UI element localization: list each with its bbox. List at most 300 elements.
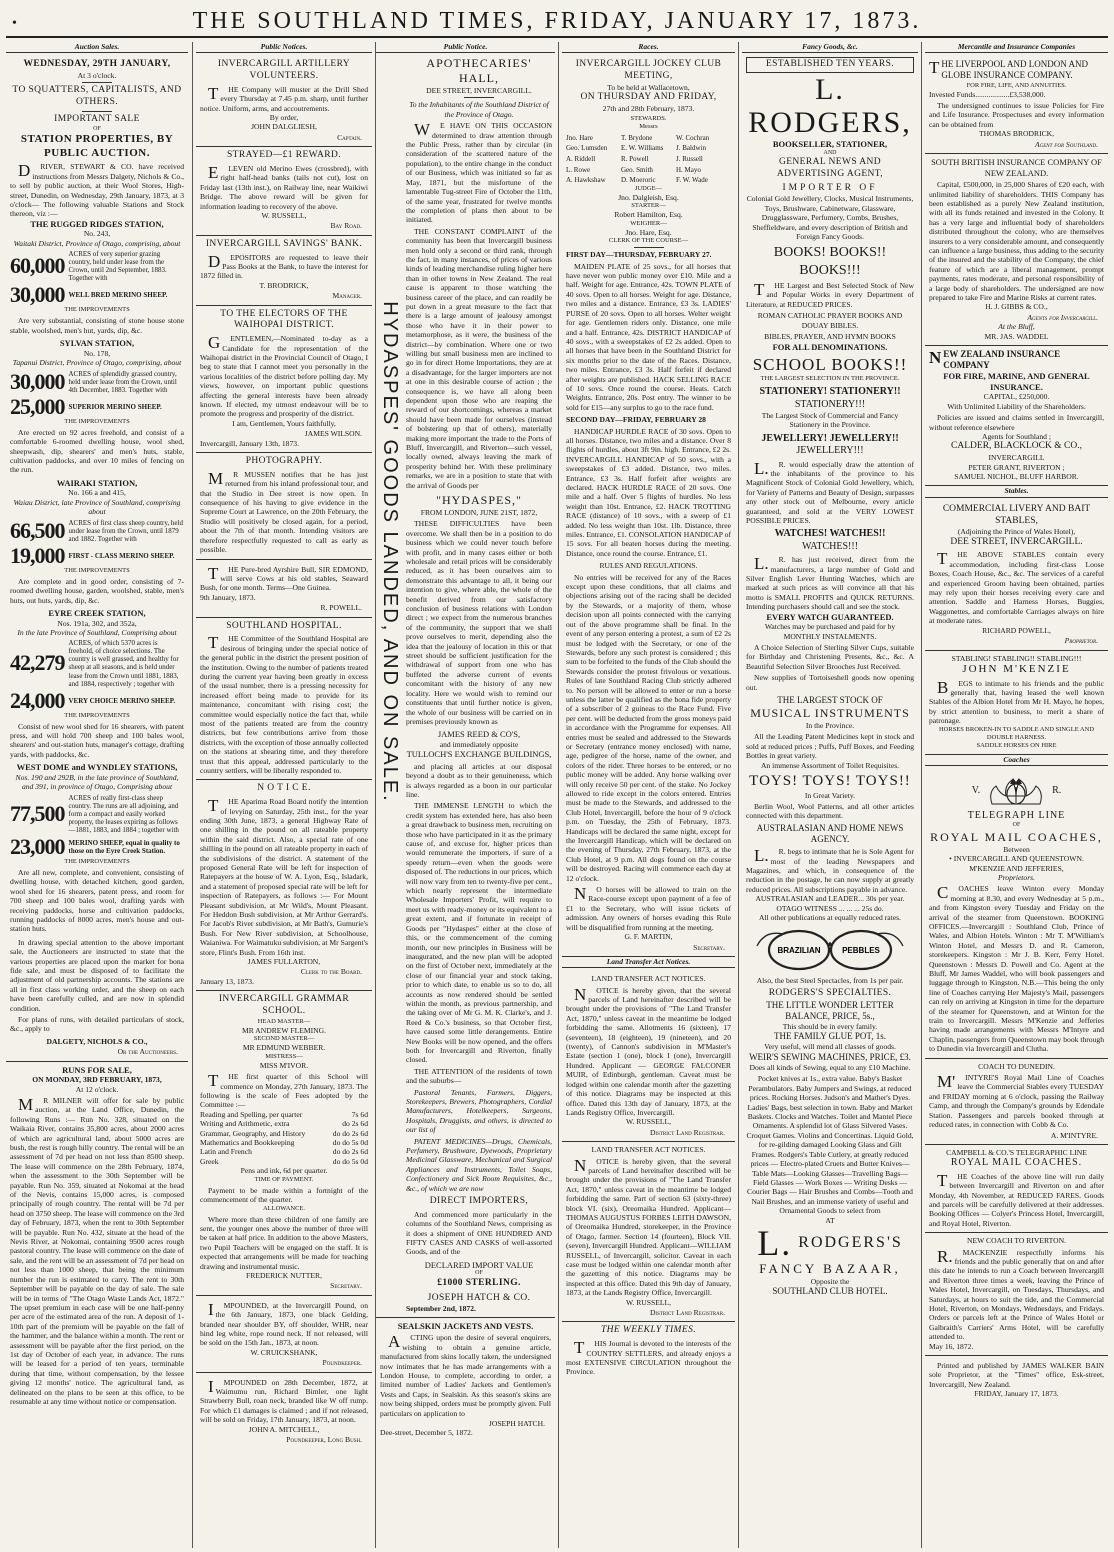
improvements-text: Are erected on 92 acres freehold, and consist of a comfortable 6-roomed dwelling house, wool shed, sheepwash, dip, shearers' and men's huts, stable, cultivation paddocks, and over 10 miles of fencing on the run. <box>10 427 184 475</box>
ad-body: THE Pure-bred Ayrshire Bull, SIR EDMOND, will serve Cows at his old stables, Seaward Bush, for one month. Terms—One Guinea. <box>200 563 368 593</box>
acreage-desc: ACRES of really first-class sheep country. The runs are all adjoining, and form a compact and easily worked property, the leases expiring as follows—1881, 1883, and 1884 ; together with <box>68 793 179 834</box>
column-header: Mercantile and Insurance Companies <box>925 42 1108 53</box>
proprietor-name: JOHN M'KENZIE <box>962 662 1071 675</box>
acreage-desc: ACRES of splendidly grassed country, held under lease from the Crown, until 4th December, 1883. Together with <box>68 369 177 394</box>
acreage-line <box>10 639 184 687</box>
import-value-of: OF <box>475 1270 483 1277</box>
ad-title: SOUTH BRITISH INSURANCE COMPANY OF NEW ZEALAND. <box>931 157 1102 178</box>
ad-paragraph: and placing all articles at our disposal beyond a doubt as to their genuineness, which is always regarded as a boon in our particular line. <box>406 761 552 800</box>
runs-sale-time: At 12 o'clock. <box>75 1084 119 1094</box>
ayrshire-bull-ad <box>196 560 372 618</box>
ad-subtitle: FOR FIRE, LIFE, AND ANNUITIES. <box>966 81 1067 89</box>
station-no: No. 178, <box>83 348 111 358</box>
fee-note: Pens and ink, 6d per quarter. <box>240 1166 328 1176</box>
letter-balance-note: This should be in every family. <box>782 1021 878 1031</box>
steward-name: D. Moeroric <box>621 176 656 185</box>
ad-signature-title: Bay Road. <box>330 221 362 231</box>
staff-label: MISTRESS— <box>265 1052 303 1060</box>
watches-heading: WATCHES! WATCHES!! <box>774 528 886 540</box>
steward-name: H. Mayo <box>676 165 701 174</box>
riverton-coach-ad <box>925 1233 1108 1356</box>
ad-body: R.MACKENZIE respectfully informs his friends and the public generally that on and after this date he intends to run a Coach between Invercargill and Riverton three times a week, leaving the Prince of Wales Hotel, Invercargill, on Tuesdays, Thursdays, and Saturdays, at hours to suit the tide, and the Commercial Hotel, Riverton, on Mondays, Wednesdays, and Fridays. Orders or parcels left at the Prince of Wales Hotel or Galbraith's Carriers' Arms Hotel, will be carefully attended to. <box>929 1246 1104 1342</box>
tortoiseshell-note: New supplies of Tortoiseshell goods now opening out. <box>746 673 914 692</box>
sale-of: OF <box>93 125 101 132</box>
sheep-desc: VERY CHOICE MERINO SHEEP. <box>68 696 176 705</box>
glue-pot-note: Very useful, will mend all classes of goods. <box>764 1042 896 1052</box>
route: • INVERCARGILL AND QUEENSTOWN. <box>949 854 1084 864</box>
newspaper-title: THE SOUTHLAND TIMES, FRIDAY, JANUARY 17, 1873. <box>192 8 922 34</box>
school-books-note: THE LARGEST SELECTION IN THE PROVINCE. <box>760 375 900 383</box>
royal-mail-coaches: ROYAL MAIL COACHES, <box>930 829 1103 844</box>
steward-name: J. Russell <box>676 154 703 163</box>
acreage-figure: 42,279 <box>10 650 65 676</box>
fee-table <box>200 1110 368 1166</box>
steward-name: R. Powell <box>621 154 649 163</box>
sheep-desc: MERINO SHEEP, equal in quality to those on the Eyre Creek Station. <box>68 838 180 855</box>
acreage-line <box>10 250 184 282</box>
sheep-line <box>10 284 184 306</box>
ad-signature-title: Clerk to the Board. <box>300 967 362 977</box>
fee-subject: Reading and Spelling, per quarter <box>200 1109 303 1119</box>
station-no: No. 166 a and 415, <box>68 488 126 498</box>
royal-emblem <box>929 774 1104 808</box>
ad-body: M'INTYRE'S Royal Mail Line of Coaches leave the Commercial Stables every TUESDAY and FRIDAY morning at 6 o'clock, passing the Railway Camp, and through the Company's grounds by Edendale Station. Passengers and parcels booked through at reduced rates, in connection with Cobb & Co. <box>929 1072 1104 1130</box>
ad-signature-title: Agent for Southland. <box>1034 139 1098 149</box>
column-header: Public Notice. <box>376 42 555 53</box>
ad-body: THE Committee of the Southland Hospital are desirous of bringing under the special notice of the general public in the district the present position of the institution. Owing to the number of patients treated during the current year having been greatly in excess of the usual number, there is a pressing necessity for increased effort being made to provide for its maintenance, concomitant with rising cost; the committee would especially notice the fact that, while most of the patients treated are from the country districts, but few contributions arrive from those districts, with the exception of those annually collected on the stations at shearing time, and they therefore trust that this appeal, addressed particularly to the country settlers, will be liberally responded to. <box>200 633 368 775</box>
electors-ad <box>196 306 372 453</box>
stewards-row <box>566 155 731 164</box>
ad-closing: I am, Gentlemen, Yours faithfully, <box>232 418 336 428</box>
news-agency-note: All other publications at equally reduced rates. <box>759 913 901 923</box>
emblem-letter-r: R. <box>1052 784 1062 796</box>
fee-amount: do do 2s 6d <box>332 1147 368 1157</box>
ad-signature-title: Poundkeeper, Long Bush. <box>286 1435 362 1445</box>
ad-body: THE Company will muster at the Drill Shed every Thursday at 7.45 p.m. sharp, until further notice. Uniform, arms, and accoutrements. <box>200 83 368 113</box>
sheep-desc: FIRST - CLASS MERINO SHEEP. <box>68 551 175 560</box>
staff-name: MR EDMUND WEBBER. <box>242 1043 326 1053</box>
column-public-notices <box>192 42 372 1548</box>
sheep-figure: 25,000 <box>10 393 65 419</box>
road-board-notice <box>196 780 372 991</box>
ad-subtitle: (Adjoining the Prince of Wales Hotel), <box>957 527 1076 537</box>
news-agency-body: L.R. begs to intimate that he is Sole Agent for most of the leading Newspapers and Magazines, and which, in consequence of the reduction in the postage, he can now supply at greatly reduced prices. All subscriptions payable in advance. <box>746 846 914 894</box>
agent-location: INVERCARGILL <box>988 453 1045 463</box>
acreage-line <box>10 370 184 394</box>
premises-location: TULLOCH'S EXCHANGE BUILDINGS, <box>406 749 552 760</box>
acreage-desc: ACRES of first class sheep country, held under lease from the Crown, until 1879 and 1882. Together with <box>68 518 183 543</box>
stationery-heading: STATIONERY! STATIONERY!! <box>759 386 901 398</box>
importer-goods: Colonial Gold Jewellery, Clocks, Musical Instruments, Toys, Brushware, Cabinetware, Glassware, Drugglassware, Perfumery, Combs, Brushes, Sheffieldware, and every description of British and Foreign Fancy Goods. <box>746 194 914 241</box>
ad-address: DEE STREET, INVERCARGILL. <box>950 536 1083 547</box>
letter-balance: THE LITTLE WONDER LETTER BALANCE, PRICE, 5s., <box>766 999 894 1021</box>
fee-subject: Writing and Arithmetic, extra <box>200 1119 290 1129</box>
invested-funds: Invested Funds..................£3,538,000. <box>929 89 1046 99</box>
ad-title: CAMPBELL & CO.'S TELEGRAPHIC LINE <box>946 1147 1087 1157</box>
ad-title: INVERCARGILL GRAMMAR SCHOOL. <box>218 994 350 1017</box>
staff-name: MR ANDREW FLEMING. <box>241 1025 327 1035</box>
ad-body: Policies are issued and claims settled in Invercargill, without reference elsewhere <box>929 413 1104 432</box>
ad-body: BEGS to intimate to his friends and the public generally that, having leased the well known Stables of the Albion Hotel from Mr H. Mayo, he hopes, by strict attention to business, to merit a share of patronage. <box>929 677 1104 726</box>
photography-ad <box>196 453 372 559</box>
improvements-text: Consist of new wool shed for 16 shearers, with patent press, and will hold 700 sheep and 100 bales wool, shearers' and out-station huts, manager's cottage, drafting yards, with paddocks, &c. <box>10 721 184 759</box>
station-location: Tapanui District, Province of Otago, comprising, about <box>12 358 182 368</box>
ad-signature: G. F. MARTIN, <box>624 932 673 942</box>
ad-paragraph: THESE DIFFICULTIES have been overcome. We shall then be in a position to do business which we could never touch before with profit, and in many cases either or both wholesale and retail prices will be considerably reduced, as it has been ourselves aim to demonstrate this advantage to all, it being our intention to give, where able, the whole of the benefit derived from our satisfactory conclusion of business relations with London direct ; we expect from the numerous branches of the community, the support that we shall prove ourselves to merit, depending also the idea that the jealousy of location in this or that street should be sufficient justification for the withdrawal of support from one who has buffeted the adverse current of events concomitant with the history of any new locality. Here we would wish to remind our constituents that until further notice is given, the whole of our business will be carried on in premises previously known as <box>406 519 552 726</box>
ad-body: ELEVEN old Merino Ewes (crossbred), with right half-head banks (tails not cut), lost on Friday last (13th inst.), on Railway line, near Waikiwi Bridge. The above reward will be given for information leading to recovery of the above. <box>200 163 368 211</box>
acreage-desc: ACRES, of which 5370 acres is freehold, of choice selections. The country is well grassed, and healthy for sheep at all seasons, and is held under lease from the Crown until 1881, 1883, and 1884, respectively ; together with <box>68 639 179 688</box>
agent-location: At the Bluff, <box>998 322 1035 332</box>
section-header: Stables. <box>925 486 1108 497</box>
ad-body: ACTING upon the desire of several enquirers, wishing to obtain a genuine article, manufactured from skins locally taken, the undersigned now intimates that he has made arrangements with a London House, to complete, according to order, a limited number of Ladies' Jackets and Gentlemen's Vests and Caps, in Sealskin. As this season's skins are now being shipped, orders must be promptly given. Full particulars on application to <box>380 1332 551 1418</box>
station-name: THE RUGGED RIDGES STATION, <box>30 218 164 229</box>
ad-date: January 13, 1873. <box>200 976 254 986</box>
news-agency-heading: AUSTRALASIAN AND HOME NEWS AGENCY. <box>756 822 904 845</box>
bazaar-title: FANCY BAZAAR, <box>759 1260 901 1276</box>
ad-signature: JAMES WILSON. <box>304 429 362 439</box>
jewellery-heading: JEWELLERY! JEWELLERY!! <box>761 432 899 444</box>
bibles-line: BIBLES, PRAYER, AND HYMN BOOKS <box>764 332 896 342</box>
ad-paragraph: THE IMMENSE LENGTH to which the credit system has extended here, has also been a great drawback to business men, recruiting on those who have participated in it as the primary cause of, and excuse for, higher prices than would remunerate the importers, if sure of a speedy return—even when the goods were disposed of. The reductions in our prices, which will now vary from ten to twenty-five per cent., which nearly represent the intermediate Wholesale Importers' Profit, will require to meet us with ready-money or its equivalent to a great extent, and if fortunate in receipt of Goods per "Hydaspes" either at the close of this, or the commencement of the coming month, our new principles in Business will be inaugurated, and the new plan will be adopted on the first of October next, immediately at the close of our financial year and stock taking, prior to which date, to enable us so to do, all accounts as now rendered should be settled within the month, as previous partnership, and the taking over of Mr G. M. K. Clarke's, and J. Reed & Co.'s business, so that October first, have caused some little derangements. Entire New Books will be now opened, and the offers both for Invercargill and Riverton, finally closed. <box>406 801 553 1065</box>
patent-medicines: All the Leading Patent Medicines kept in stock and sold at reduced prices ; Puffs, Puff Boxes, and Feeding Bottles in great variety. <box>746 732 914 761</box>
masthead <box>6 4 1108 44</box>
steward-name: L. Rowe <box>566 165 591 174</box>
liverpool-insurance-ad <box>925 56 1108 154</box>
berlin-wool: Berlin Wool, Wool Patterns, and all other articles connected with this department. <box>746 802 914 821</box>
stewards-label: STEWARDS. <box>630 115 667 123</box>
improvements-text: Are all new, complete, and convenient, consisting of dwelling house, with detached kitchen, good garden, wool shed for 16 shearers, patent press, and room for 700 sheep and 100 bales wool, drafting yards with receiving paddocks, horse and cultivation paddocks, running paddocks of 8000 acres, men's house and out-station huts. <box>10 867 184 934</box>
ad-body: THE Aparima Road Board notify the intention of levying on Saturday, 25th inst., for the year ending 30th June, 1873, a general Highway Rate of one shilling in the pound on all rateable property within the said district. Also, a special rate of one shilling in the pound on all rateable property in each of the subdivisions of the district. A statement of the proposed General Rate will be left for inspection of Ratepayers at the house of W. A. Lyon, Esq., Isladark, and a statement of proposed special rate will be left for inspection of Ratepayers, as follows :— For Mount Pleasant subdivision, at Mr Wild's, Mount Pleasant. For Heddon Bush subdivision, at Mr Arthur Gerrard's. For Jacob's River subdivision, at Mr Bath's, Gumurie's Bush. For New River subdivision, at Schoolhouse, Waianiwa. For Waimatuku subdivision, at Mr Sargent's store, Flint's Bush. From 16th inst. <box>200 796 368 957</box>
vertical-banner <box>380 102 402 1002</box>
masthead-rule <box>6 36 1108 38</box>
steward-name: Jno. Hare <box>566 133 593 142</box>
route-between: Between <box>1003 844 1030 854</box>
column-auction-sales <box>6 42 188 1548</box>
trade-and: AND <box>823 149 837 156</box>
ad-signature: RICHARD POWELL, <box>982 625 1051 635</box>
ad-signature: H. J. GIBBS & CO., <box>985 302 1048 312</box>
staff-label: SECOND MASTER— <box>253 1035 315 1043</box>
spectacles-icon <box>755 926 905 972</box>
sheep-line <box>10 833 184 859</box>
column-header: Fancy Goods, &c. <box>742 42 918 53</box>
sheep-line <box>10 542 184 568</box>
ad-title: STABLING! STABLING!! STABLING!!! <box>951 653 1082 663</box>
column-header: Races. <box>562 42 735 53</box>
steward-name: E. W. Williams <box>621 144 664 153</box>
ad-title: LAND TRANSFER ACT NOTICES. <box>591 974 706 984</box>
artillery-ad <box>196 56 372 147</box>
stewards-table <box>566 134 731 185</box>
station-name: WEST DOME and WYNDLEY STATIONS, <box>16 762 178 773</box>
ad-by-order: By order, <box>269 113 299 123</box>
steward-name: F. W. Wade <box>676 176 708 185</box>
station-location: Nos. 190 and 292B, in the late province of Southland, and 391, in province of Otago, Comprising about <box>15 772 179 792</box>
improvements-label: THE IMPROVEMENTS <box>64 306 130 314</box>
ad-signature: W. RUSSELL, <box>261 211 307 221</box>
station-location: In the late Province of Southland, Comprising about <box>17 627 177 637</box>
ad-signature-title: Agents for Invercargill. <box>1027 312 1098 322</box>
ad-title: LAND TRANSFER ACT NOTICES. <box>591 1145 706 1155</box>
ad-subtitle: FOR FIRE, MARINE, AND GENERAL INSURANCE. <box>943 371 1090 392</box>
stabling-ad <box>925 651 1108 755</box>
ad-date: May 16, 1872. <box>929 1341 974 1351</box>
sheep-figure: 30,000 <box>10 282 65 308</box>
toys-heading: TOYS! TOYS! TOYS!! <box>749 773 911 790</box>
stationery-body: The Largest Stock of Commercial and Fancy Stationery in the Province. <box>761 410 899 430</box>
royal-mail-coaches-ad <box>925 769 1108 1059</box>
ad-signature-title: Poundkeeper. <box>322 1358 362 1368</box>
agent-name: MR. JAS. WADDEL <box>984 331 1049 341</box>
ad-body: Capital, £500,000, in 25,000 Shares of £20 each, with unlimited liability of shareholders. THIS Company has been established as a purely New Zealand institution, with all its funds retained and invested in the Colony. It has a very large and influential body of shareholders distributed throughout the colony, who are themselves insurers to a very considerable amount, and consequently can influence a large business, thus adding to the security of the insured and the stability of the Company, the chief feature of which are a liberal management, prompt payments, rates moderate, and personal responsibility of a large body of shareholders. The undersigned are now prepared to take Fire and Marine Risks at current rates. <box>929 180 1104 303</box>
ad-title: SOUTHLAND HOSPITAL. <box>226 620 342 631</box>
official-label: JUDGE— <box>634 184 663 192</box>
telegraph-line: TELEGRAPH LINE <box>967 810 1066 822</box>
meeting-location: To be held at Wallacetown, <box>607 82 690 92</box>
impounded-ad-2 <box>196 1373 372 1449</box>
ad-title: STRAYED—£1 REWARD. <box>227 150 341 161</box>
rodgers-ad <box>742 56 918 1301</box>
column-header: Auction Sales. <box>6 42 188 53</box>
goods-list: Pocket knives at 1s., extra value. Baby's Basket Perambulators. Baby Jumpers and Swings, at reduced prices. Rocking Horses. Judson's and Mather's Dyes. Ladies' Bags, best selection in town. Baby and Market Baskets. Clocks and Watches. Toilet and Mantel Piece Ornaments. A splendid lot of Glass Silvered Vases. Croquet Games. Violins and Concertinas. Liquid Gold, for re-gilding damaged Looking Glass and Gilt Frames. Rodgers's Table Cutlery, at greatly reduced prices — Electro-plated Cruets and Butter Knives—Table Mats—Looking Glasses—Travelling Bags—Field Glasses — Work Boxes — Writing Desks — Courier Bags — Hair Brushes and Combs—Tooth and Nail Brushes, and an immense variety of useful and Ornamental Goods to select from <box>746 1074 914 1216</box>
steward-name: W. Cochran <box>676 133 710 142</box>
ad-body: GENTLEMEN,—Nominated to-day as a Candidate for the representation of the Waihopai district in the Provincial Council of Otago, I beg to state that I cannot meet you personally in the various localities of the district before polling day. My views, however, on important public questions affecting the general interests have been already known. If elected, my utmost endeavour will be to promote the progress and prosperity of the district. <box>200 333 368 419</box>
premises-note: and immediately opposite <box>439 739 519 749</box>
ad-title: INVERCARGILL SAVINGS' BANK. <box>205 238 363 249</box>
rules-heading: RULES AND REGULATIONS. <box>599 561 698 571</box>
stewards-row <box>566 176 731 185</box>
campbell-coaches-ad <box>925 1145 1108 1233</box>
ad-signature: W. RUSSELL, <box>625 1297 672 1307</box>
steward-name: Geo. Lumsden <box>566 144 608 153</box>
ad-body: NOTICE is hereby given, that the several parcels of Land hereinafter described will be brought under the provisions of "The Land Transfer Act, 1870," unless caveat in the meantime be lodged forbidding the same. Allotments 16 (sixteen), 17 (seventeen), 18 (eighteen), 19 (nineteen), and 20 (twenty), of Cannon's subdivision in M'Master's Estate (section 1 (one), block I (one), Invercargill Hundred. Applicant — GEORGE FALCONER MUIR, of Edinburgh, gentleman. Caveat must be lodged within one calendar month after the gazetting of this notice. Diagrams may be inspected at this office. Dated this 13th day of January, 1873, at the Lands Registry Office, Invercargill. <box>566 984 731 1117</box>
watches-instalments: Watches may be purchased and paid for by MONTHLY INSTALMENTS. <box>764 622 896 641</box>
race-day-program: MAIDEN PLATE of 25 sovs., for all horses that have never won public money over £10. Mile and a half. Weight for age. Entrance, 42s. TOWN PLATE of 40 sovs. Open to all horses. Weight for age. Distance, two miles and a distance. Entrance, £3 3s. LADIES' PURSE of 20 sovs. Open to all horses. Welter weight for age. Gentlemen riders only. Distance, one mile and a half. Entrance, 42s. DISTRICT HANDICAP of 40 sovs., with a sweepstakes of £2 2s added. Open to all horses that have been in the Southland District for six months prior to the date of the Races. Distance, two miles. Entrance, £3 3s. Half forfeit if declared after weights are published. HACK SELLING RACE of 10 sovs. Once round the course. Heats. Catch Weights. Entrance, 20s. Post entry. The winner to be sold for £15—any surplus to go to the race fund. <box>566 261 731 412</box>
ad-signature-title: Captain. <box>337 132 362 142</box>
fee-row <box>200 1110 368 1119</box>
runs-sale-date: ON MONDAY, 3RD FEBRUARY, 1873, <box>32 1075 162 1085</box>
ad-date: Invercargill, January 13th, 1873. <box>200 438 299 448</box>
station-location: Waiau District, late Province of Southland, comprising about <box>13 497 181 517</box>
ad-body: IMPOUNDED on 28th December, 1872, at Waimumu run, Richard Bimler, one light Strawberry Bull, roan neck, branded like W off rump. For which £1 damages is claimed ; and if not released, will be sold on Friday, 17th January, 1873, at noon. <box>200 1376 368 1425</box>
nz-insurance-ad <box>925 346 1108 486</box>
ad-note: SADDLE HORSES ON HIRE <box>976 741 1057 749</box>
weekly-times-ad <box>562 1322 735 1380</box>
business-name: L. RODGERS, <box>748 73 912 140</box>
fee-subject: Greek <box>200 1156 219 1166</box>
sale-time: At 3 o'clock. <box>77 71 117 81</box>
ad-signature: JOSEPH HATCH & CO. <box>427 1292 531 1303</box>
savings-bank-ad <box>196 236 372 306</box>
proprietors: M'KENZIE AND JEFFERIES, <box>969 863 1064 873</box>
masthead-dot: • <box>12 16 17 31</box>
improvements-label: THE IMPROVEMENTS <box>64 417 130 425</box>
race-day-program: HANDICAP HURDLE RACE of 30 sovs. Open to all horses. Distance, two miles and a distance. Over 8 flights of hurdles, about 3ft 9in. high. Entrance, £2 2s. INVERCARGILL HANDICAP of 50 sovs., with a sweepstakes of £3 added. Distance, two miles. Entrance, £3 3s. Half forfeit after weights are declared. HACK HURDLE RACE of 20 sovs. One mile and a half. Over 5 flights of hurdles. No less weight than 10st. Entrance, £2. HACK TROTTING RACE (distance) of 10 sovs., with a sweep of £1 added. No less weight than 10st. 1lb. Distance, three miles. Entrance, £1. CONSOLATION HANDICAP of 15 sovs. For all beaten horses during the meeting. Distance, once round the course. Entrance, £1. <box>566 426 731 558</box>
ad-signature: T. BRODRICK, <box>259 280 309 290</box>
trade-line: GENERAL NEWS AND ADVERTISING AGENT, <box>776 157 884 179</box>
fee-amount: 7s 6d <box>351 1109 368 1119</box>
sewing-machines: WEIR'S SEWING MACHINES, PRICE, £3. <box>749 1051 911 1062</box>
stewards-row <box>566 166 731 175</box>
steward-name: A. Riddell <box>566 154 596 163</box>
land-transfer-ad-2 <box>562 1142 735 1322</box>
bazaar-initial: L. <box>757 1222 793 1263</box>
apothecaries-ad <box>406 56 555 1313</box>
grammar-school-ad <box>196 991 372 1296</box>
ad-paragraph: THE ATTENTION of the residents of town and the suburbs— <box>406 1066 552 1086</box>
fee-row <box>200 1129 368 1138</box>
official-name: Jno. Hare, Esq. <box>625 227 672 237</box>
established-banner: ESTABLISHED TEN YEARS. <box>746 57 914 73</box>
agent-name: PETER GRANT, RIVERTON ; <box>968 462 1065 472</box>
section-header: Land Transfer Act Notices. <box>562 957 735 968</box>
station-name: SYLVAN STATION, <box>59 338 135 349</box>
bazaar-name: RODGERS'S <box>798 1234 903 1252</box>
ad-body: THIS Journal is devoted to the interests of the COUNTRY SETTLERS, and already enjoys a most EXTENSIVE CIRCULATION throughout the Province. <box>566 1338 731 1377</box>
ad-title: INVERCARGILL ARTILLERY VOLUNTEERS. <box>217 59 351 82</box>
acreage-figure: 30,000 <box>10 368 65 394</box>
stationery-heading-2: STATIONERY!!! <box>794 398 866 410</box>
fee-amount: do do 2s 6d <box>332 1128 368 1138</box>
royal-crest-icon <box>986 774 1046 808</box>
south-british-ad <box>925 154 1108 346</box>
ad-title: N O T I C E. <box>257 783 311 794</box>
acreage-line <box>10 794 184 834</box>
fee-subject: Latin and French <box>200 1147 252 1157</box>
sheep-desc: SUPERIOR MERINO SHEEP. <box>68 402 162 411</box>
bazaar-sign <box>746 1222 914 1263</box>
sheep-desc: WELL BRED MERINO SHEEP. <box>68 291 168 300</box>
trade-line: BOOKSELLER, STATIONER, <box>772 139 888 150</box>
ad-title: COACH TO DUNEDIN. <box>978 1061 1055 1071</box>
at-line: AT <box>825 1215 835 1225</box>
official-name: Robert Hamilton, Esq. <box>614 210 683 220</box>
vertical-banner-text: HYDASPES' GOODS LANDED, AND ON SALE. <box>379 301 401 803</box>
station-sale-ad <box>6 56 188 1061</box>
ad-body: COACHES leave Winton every Monday morning at 8.30, and every Wednesday at 5 p.m., and from Kingston every Tuesday and Friday on the arrival of the steamer from Queenstown. BOOKING OFFICES.—Invercargill : Southland Club, Prince of Wales, and Albion Hotels. Winton : Mr T. M'William's Winton Hotel, and Messrs D. and R. Cameron, storekeepers. Kingston : Mr J. B. Kerr, Ferry Hotel. Queenstown : Messrs D. Powell and Co. Agent at the Bluff, Mr James Waddel, who will book passengers and luggage through to Kingston. N.B.—This being the only line of Coaches carrying Her Majesty's Mail, passengers can rely on arriving at Kingston in time for the departure of the steamer for Queenstown, and at Winton for the train to Invercargill. Messrs M'Kenzie and Jefferies having made arrangements with Messrs M'Intyre and Chaplin, passengers from Queenstown may book through to Dunedin via Invercargill and Clutha. <box>929 883 1104 1054</box>
telegraph-of: OF <box>1012 822 1021 829</box>
column-mercantile <box>921 42 1108 1548</box>
import-value: £1000 STERLING. <box>437 1277 521 1288</box>
direct-importers: DIRECT IMPORTERS, <box>429 1196 529 1207</box>
station-location: Waitaki District, Province of Otago, comprising, about <box>13 238 181 248</box>
catholic-books: ROMAN CATHOLIC PRAYER BOOKS AND DOUAY BIBLES. <box>757 311 903 330</box>
toilet-requisites: An immense Assortment of Toilet Requisites. <box>760 760 900 770</box>
music-label: THE LARGEST STOCK OF <box>777 694 883 705</box>
fee-row <box>200 1119 368 1128</box>
station-name: EYRE CREEK STATION, <box>48 608 146 618</box>
runs-sale-body: MR MILNER will offer for sale by public auction, at the Land Office, Dunedin, the following Runs :— Run No. 328, situated on the Waikaia River, contains 35,800 acres, about 2000 acres of which are agricultural land, about 5000 acres are bush, the rest is rough hilly country. The rental will be an assessment of 7d per head on not less than 8500 sheep. The lease will commence on the 28th February, 1874, when the assessment to the 30th September will be payable. Run No. 359, situated at Nokomai at the head of the Nevis, contains 15,000 acres, is composed principally of rough country. The rental will be 7d per head on 3750 sheep. The lease will commence on the 3rd day of February, 1873, when the rent to 30th September will be payable. Run No. 432, situate at the head of the Nevis River, at Nokomai, containing 9500 acres rough pastoral country. The lease will commence on the date of sale, and the rent will be an assessment of 7d per head on not less than 1000 sheep, that being the minimum number the run is estimated to carry. The rent to 30th September will be payable on the day of sale. The sale will be in terms of "The Otago Waste Lands Act, 1872." The upset premium in each case will be one half-penny per acre of the estimated area of the run. A deposit of 1-10th part of the premium will be payable on the fall of the hammer, and the balance within a month. The rent or assessment will be payable after the first period, on the 1st day of October of each year, in advance. The runs will be leased for a period of ten years, terminable during that time, without compensation, by the lessee giving 12 months' notice. The agricultural land, as delineated on the plans to be seen at this office, to be resumable at any time without notice or compensation. <box>10 1094 184 1406</box>
land-transfer-ad <box>562 971 735 1142</box>
books-body: THE Largest and Best Selected Stock of New and Popular Works in every Department of Literature, at REDUCED PRICES. <box>746 280 914 309</box>
bazaar-location: SOUTHLAND CLUB HOTEL. <box>772 1286 888 1297</box>
specialties-heading: RODGERS'S SPECIALTIES. <box>768 987 892 998</box>
music-note: In the Province. <box>805 721 855 731</box>
ad-signature: A. M'INTYRE. <box>1050 1130 1098 1140</box>
ad-title: THE LIVERPOOL AND LONDON AND GLOBE INSURANCE COMPANY. <box>929 58 1089 81</box>
official-label: STARTER— <box>631 202 666 210</box>
customer-list: Pastoral Tenants, Farmers, Diggers, Storekeepers, Brewers, Photographers, Cordial Manufacturers, Hotelkeepers, Surgeons, Hospitals, Druggists, and others, is directed to our list of <box>406 1087 552 1135</box>
station-no: No. 243, <box>83 229 111 239</box>
race-day-heading: FIRST DAY—THURSDAY, FEBRUARY 27. <box>566 250 712 260</box>
spectacles-price: Also, the best Steel Spectacles, from 1s per pair. <box>756 976 904 986</box>
sale-audience: TO SQUATTERS, CAPITALISTS, AND OTHERS. <box>12 85 182 108</box>
fee-row <box>200 1147 368 1156</box>
station-no: Nos. 191a, 302, and 352a, <box>57 618 137 628</box>
ad-title: COMMERCIAL LIVERY AND BAIT STABLES, <box>942 503 1091 526</box>
ad-signature: JOHN DALGLIESH, <box>251 122 317 132</box>
station-name: WAIRAKI STATION, <box>56 477 138 488</box>
improvements-text: Are complete and in good order, consisting of 7-roomed dwelling house, garden, woolshed, stable, men's huts, out huts, yards, dip, &c. <box>10 576 184 605</box>
sale-intro: DRIVER, STEWART & CO. have received instructions from Messrs Dalgety, Nichols & Co., to sell by public auction, at their Wool Stores, High-street, Dunedin, on Wednesday, 29th January, 1873, at 3 o'clock— The following valuable Stations and Stock thereon, viz :— <box>10 161 184 219</box>
sheep-line <box>10 393 184 419</box>
acreage-figure: 77,500 <box>10 800 65 826</box>
rules-note: NO horses will be allowed to train on the Race-course except upon payment of a fee of £1 to the Secretary, who will issue tickets of admission. Any owners of horses evading this Rule will be disqualified from running at the meeting. <box>566 884 731 932</box>
watches-heading-2: WATCHES!!! <box>801 540 859 552</box>
emblem-letter-v: V. <box>971 784 981 796</box>
import-value-label: DECLARED IMPORT VALUE <box>424 1259 534 1270</box>
sale-note: In drawing special attention to the above important sale, the Auctioneers are instructed to state that the various properties are placed upon the market for bona fide sale, and must be disposed of to facilitate the adjustment of old partnership accounts. The stations are all in first class working order, and the sheep on each have been carefully culled, and are now in splendid condition. <box>10 937 184 1013</box>
staff-name: MISS M'IVOR. <box>259 1060 309 1070</box>
ad-signature: W. RUSSELL, <box>625 1117 672 1127</box>
jewellery-heading-2: JEWELLERY!!! <box>796 445 864 457</box>
meeting-dates: 27th and 28th February, 1873. <box>602 104 695 113</box>
ship-origin: FROM LONDON, JUNE 21ST, 1872, <box>420 507 538 517</box>
ad-signature: JAMES FULLARTON, <box>247 957 321 967</box>
ad-signature: THOMAS BRODRICK, <box>978 129 1055 139</box>
ad-body: MR MUSSEN notifies that he has just returned from his inland professional tour, and that the Studio in Dee street is now open. In consequence of his having to give evidence in the Supreme Court at Lawrence, on the 20th February, the Studio will positively be closed again, for a period, about the 7th of that month. Intending visitors are therefore respectfully requested to call as early as possible. <box>200 468 368 555</box>
livery-stables-ad <box>925 501 1108 651</box>
steward-name: A. Hawkshaw <box>566 176 606 185</box>
ad-body: THE ABOVE STABLES contain every accommodation, including first-class Loose Boxes, Coach House, &c., &c. The services of a careful and experienced Groom having been obtained, parties may rely upon their horses receiving every care and attention. Saddle and Harness Horses, Buggies, Waggonettes, and comfortable Carriages always on hire at moderate rates. <box>929 549 1104 626</box>
acreage-figure: 66,500 <box>10 517 65 543</box>
acreage-line <box>10 519 184 543</box>
school-books-heading: SCHOOL BOOKS!! <box>752 355 908 375</box>
impounded-ad <box>196 1296 372 1373</box>
nz-capital: CAPITAL, £250,000. <box>983 392 1050 402</box>
ad-title: NEW COACH TO RIVERTON. <box>967 1236 1066 1246</box>
importer-label: IMPORTER OF <box>782 182 878 193</box>
sheep-figure: 24,000 <box>10 687 65 713</box>
divider <box>464 97 494 98</box>
books-heading: BOOKS! BOOKS!! BOOKS!!! <box>773 245 887 278</box>
divider <box>82 111 112 112</box>
sheep-line <box>10 687 184 713</box>
sale-date: WEDNESDAY, 29TH JANUARY, <box>23 59 171 70</box>
imprint-date: FRIDAY, January 17, 1873. <box>974 1389 1059 1399</box>
official-label: CLERK OF THE COURSE— <box>608 237 689 245</box>
steward-name: Geo. Smith <box>621 165 653 174</box>
glue-pot: THE FAMILY GLUE POT, 1s. <box>774 1031 886 1042</box>
ad-signature-title: Secretary. <box>330 1281 362 1291</box>
jockey-club-ad <box>562 56 735 957</box>
ad-note: HORSES BROKEN-IN TO SADDLE AND SINGLE AND DOUBLE HARNESS. <box>938 725 1095 741</box>
acreage-figure: 60,000 <box>10 253 65 279</box>
ad-body: THE Coaches of the above line will run daily between Invercargill and Riverton on and after Monday, 4th November, at REDUCED FARES. Goods and parcels will be carefully delivered at their addresses. Booking Offices — Colyer's Princess Hotel, Invercargill, and Royal Hotel, Riverton. <box>929 1170 1104 1228</box>
proprietors-label: Proprietors. <box>997 872 1036 882</box>
steward-name: T. Brydone <box>621 133 653 142</box>
hospital-ad <box>196 618 372 781</box>
advertiser-signature: DALGETY, NICHOLS & CO., <box>46 1036 148 1046</box>
ad-signature-title: Manager. <box>332 291 362 301</box>
premises-name: JAMES REED & CO'S, <box>437 729 521 740</box>
ad-signature-title: Secretary. <box>693 942 725 952</box>
strayed-ad <box>196 147 372 236</box>
toys-note: In Great Variety. <box>804 790 856 800</box>
official-label: WEIGHER— <box>630 219 667 227</box>
ad-title: THE WEEKLY TIMES. <box>600 1325 697 1336</box>
sheep-figure: 23,000 <box>10 833 65 859</box>
